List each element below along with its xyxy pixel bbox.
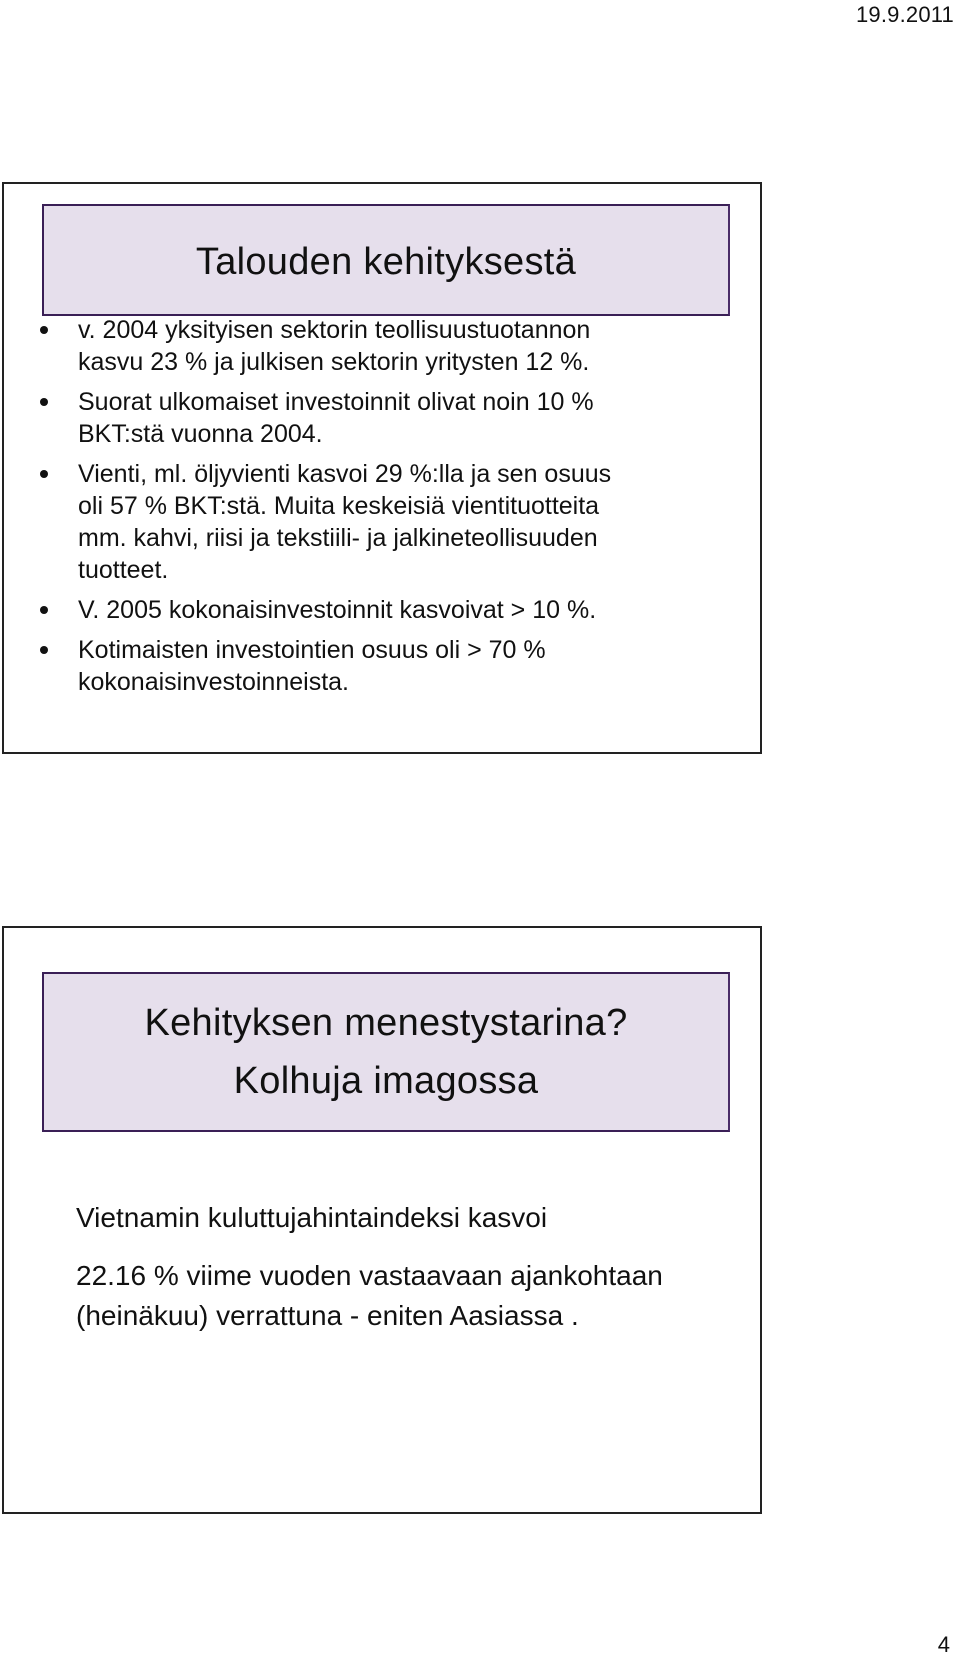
- slide-title-line: Kehityksen menestystarina?: [144, 1002, 628, 1044]
- bullet-text: kokonaisinvestoinneista.: [78, 668, 349, 696]
- slide-title-box: [42, 972, 730, 1132]
- bullet-text: oli 57 % BKT:stä. Muita keskeisiä vientituotteita: [78, 492, 600, 520]
- bullet-text: tuotteet.: [78, 556, 169, 584]
- slide-body-text: [76, 1202, 756, 1336]
- bullet-dot-icon: [40, 398, 48, 406]
- slide-success-story: [2, 926, 762, 1514]
- slide-title: Talouden kehityksestä: [195, 241, 577, 283]
- bullet-item: [24, 386, 724, 450]
- bullet-text: mm. kahvi, riisi ja tekstiili- ja jalkineteollisuuden: [78, 524, 598, 552]
- bullet-text: Suorat ulkomaiset investoinnit olivat noin 10 %: [78, 388, 594, 416]
- bullet-item: [24, 314, 724, 378]
- bullet-dot-icon: [40, 470, 48, 478]
- bullet-item: [24, 594, 724, 626]
- bullet-text: Vienti, ml. öljyvienti kasvoi 29 %:lla ja sen osuus: [78, 460, 612, 488]
- bullet-dot-icon: [40, 606, 48, 614]
- bullet-dot-icon: [40, 646, 48, 654]
- bullet-text: Kotimaisten investointien osuus oli > 70 %: [78, 636, 546, 664]
- bullet-text: V. 2005 kokonaisinvestoinnit kasvoivat > 10 %.: [78, 596, 597, 624]
- body-line: Vietnamin kuluttujahintaindeksi kasvoi: [76, 1202, 548, 1233]
- bullet-text: kasvu 23 % ja julkisen sektorin yritysten 12 %.: [78, 348, 590, 376]
- bullet-item: [24, 634, 724, 698]
- bullet-text: BKT:stä vuonna 2004.: [78, 420, 323, 448]
- body-line: (heinäkuu) verrattuna - eniten Aasiassa .: [76, 1300, 579, 1331]
- page-number: 4: [937, 1632, 950, 1657]
- bullet-list: [24, 314, 724, 706]
- bullet-dot-icon: [40, 326, 48, 334]
- bullet-item: [24, 458, 724, 586]
- slide-title-line: Kolhuja imagossa: [233, 1060, 539, 1102]
- slide-title-box: [42, 204, 730, 316]
- page-date: 19.9.2011: [855, 2, 954, 27]
- body-line: 22.16 % viime vuoden vastaavaan ajankohtaan: [76, 1260, 663, 1291]
- bullet-text: v. 2004 yksityisen sektorin teollisuustuotannon: [78, 316, 591, 344]
- slide-economic-development: [2, 182, 762, 754]
